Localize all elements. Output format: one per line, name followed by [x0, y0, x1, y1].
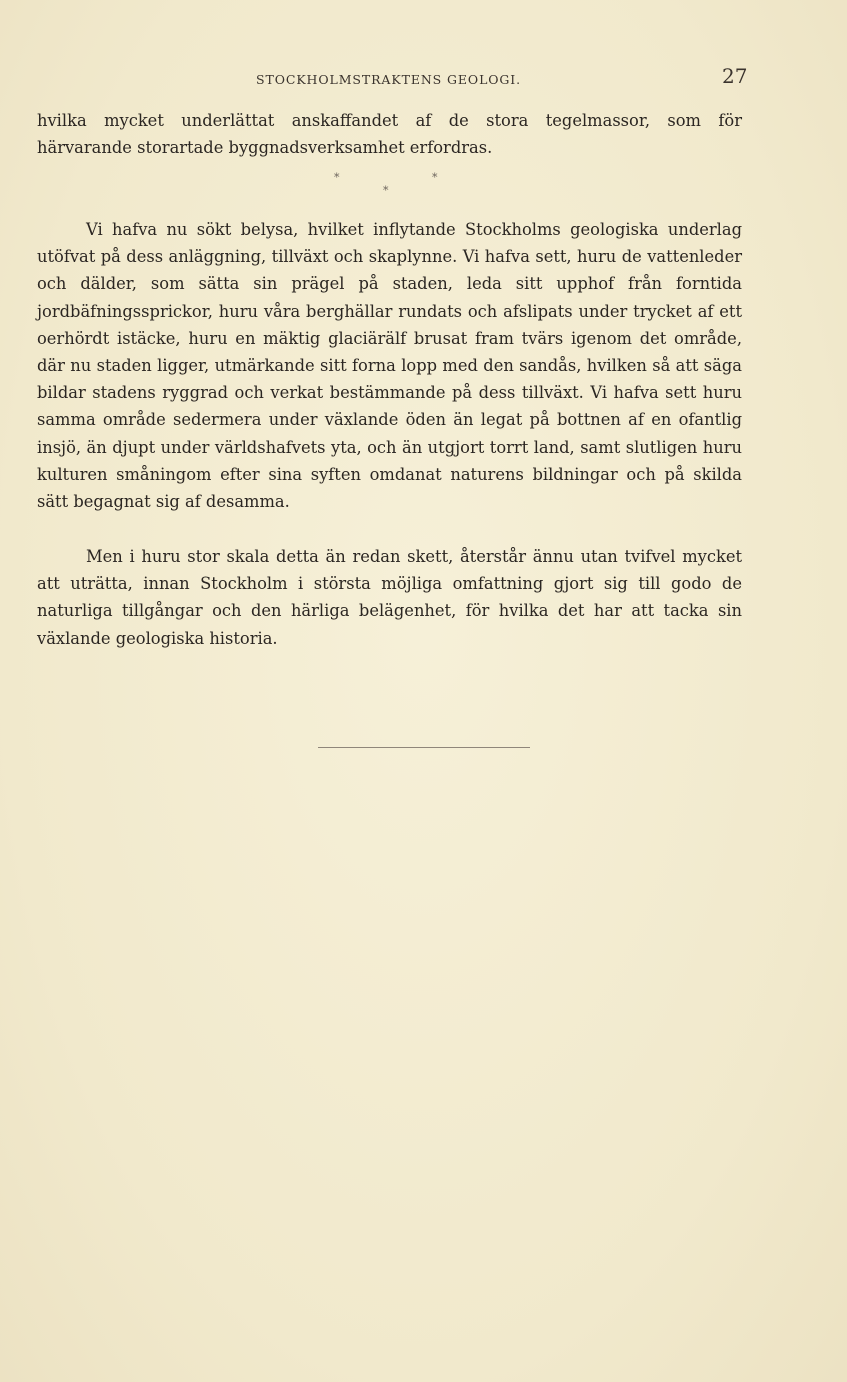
paragraph-summary: Vi hafva nu sökt belysa, hvilket inflytande Stockholms geologiska underlag utöfvat på dess anläggning, tillväxt och skaplynne. Vi hafva sett, huru de vattenleder och dälder, som sätta sin prägel på staden, leda sitt upphof från forntida jordbäfningssprickor, huru våra berghällar rundats och afslipats under trycket af ett oerhördt istäcke, huru en mäktig glaciärälf brusat fram tvärs igenom det område, där nu staden ligger, utmärkande sitt forna lopp med den sandås, hvilken så att säga bildar stadens ryggrad och verkat bestämmande på dess tillväxt. Vi hafva sett huru samma område sedermera under växlande öden än legat på bottnen af en ofantlig insjö, än djupt under världshafvets yta, och än utgjort torrt land, samt slutligen huru kulturen småningom efter sina syften omdanat naturens bildningar och på skilda sätt begagnat sig af desamma.	[37, 220, 742, 512]
asterisk-ornament: *	[334, 171, 340, 184]
end-rule	[318, 747, 530, 748]
paragraph-line: härvarande storartade byggnadsverksamhet erfordras.	[37, 138, 493, 158]
paragraph-line: hvilka mycket underlättat anskaffandet af de stora tegelmassor, som för	[37, 111, 742, 130]
paragraph-closing: Men i huru stor skala detta än redan skett, återstår ännu utan tvifvel mycket att uträtta, innan Stockholm i största möjliga omfattning gjort sig till godo de naturliga tillgångar och den härliga belägenhet, för hvilka det har att tacka sin växlande geologiska historia.	[37, 547, 742, 648]
running-head: STOCKHOLMSTRAKTENS GEOLOGI.	[256, 72, 522, 87]
section-separator	[0, 168, 847, 208]
asterisk-ornament: *	[432, 171, 438, 184]
paragraph-continued	[37, 107, 742, 161]
page-number: 27	[722, 64, 748, 88]
asterisk-ornament: *	[383, 184, 389, 197]
